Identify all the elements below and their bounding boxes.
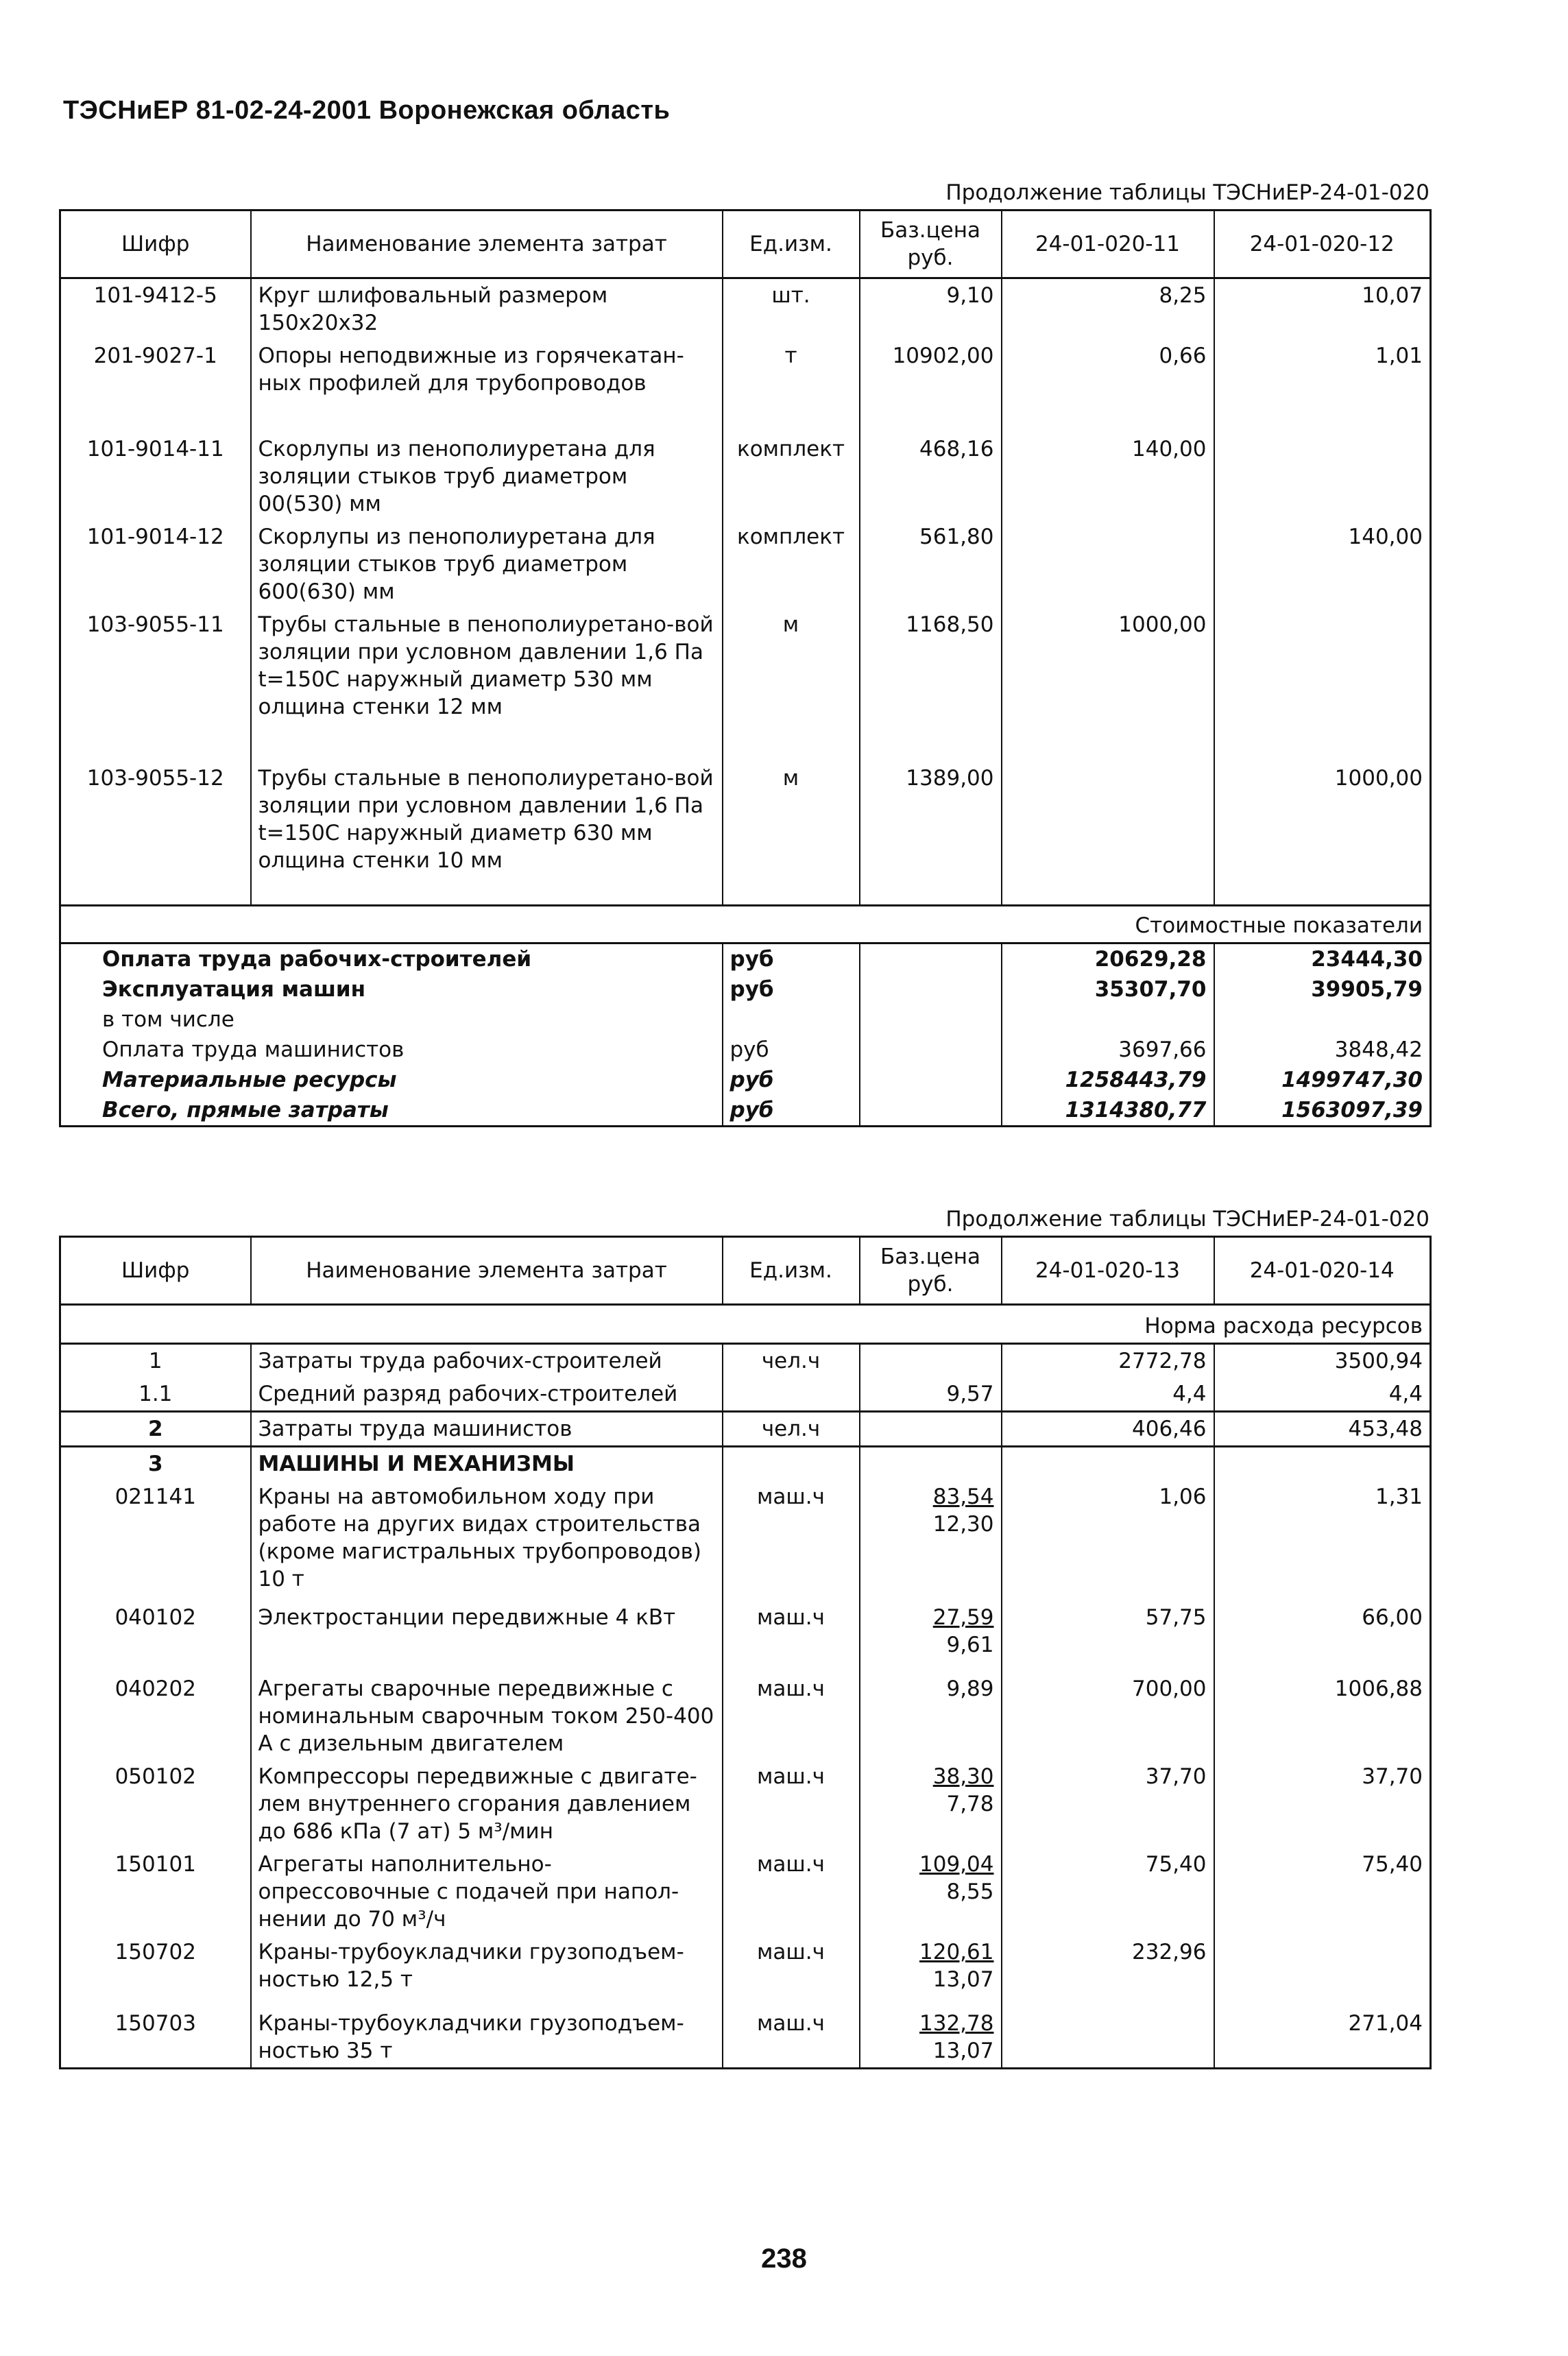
header-unit: Ед.изм. bbox=[723, 211, 860, 278]
row-value-a bbox=[1002, 520, 1214, 608]
row-value-a: 232,96 bbox=[1002, 1936, 1214, 2007]
row-price bbox=[860, 1412, 1002, 1447]
header-code: Шифр bbox=[60, 211, 251, 278]
row-unit: маш.ч bbox=[723, 1936, 860, 2007]
table-row bbox=[60, 1378, 1431, 1412]
cost-value-b: 1563097,39 bbox=[1214, 1095, 1431, 1127]
row-unit: маш.ч bbox=[723, 1848, 860, 1936]
row-unit: маш.ч bbox=[723, 2007, 860, 2069]
table2-caption: Продолжение таблицы ТЭСНиЕР-24-01-020 bbox=[945, 1207, 1430, 1231]
row-code: 201-9027-1 bbox=[93, 344, 217, 368]
row-name: Опоры неподвижные из горячекатан-ных профилей для трубопроводов bbox=[251, 339, 723, 433]
row-name: Краны-трубоукладчики грузоподъем-ностью 35 т bbox=[251, 2007, 723, 2069]
row-value-b: 4,4 bbox=[1214, 1378, 1431, 1412]
row-unit: шт. bbox=[723, 278, 860, 340]
row-price-secondary: 7,78 bbox=[946, 1792, 994, 1816]
table-row bbox=[60, 278, 1431, 340]
table-row bbox=[60, 1412, 1431, 1447]
row-code: 101-9014-12 bbox=[86, 525, 224, 549]
header-code: Шифр bbox=[60, 1237, 251, 1305]
row-code: 2 bbox=[60, 1412, 251, 1447]
cost-value-a: 1258443,79 bbox=[1002, 1065, 1214, 1095]
cost-unit: руб bbox=[723, 1035, 860, 1065]
table-row bbox=[60, 1601, 1431, 1672]
header-col-b: 24-01-020-12 bbox=[1214, 211, 1431, 278]
resource-table-2 bbox=[59, 1236, 1432, 2069]
cost-unit: руб bbox=[723, 1065, 860, 1095]
row-value-a: 700,00 bbox=[1002, 1672, 1214, 1760]
row-value-b: 3500,94 bbox=[1214, 1344, 1431, 1378]
cost-value-a: 1314380,77 bbox=[1002, 1095, 1214, 1127]
row-name: Электростанции передвижные 4 кВт bbox=[251, 1601, 723, 1672]
cost-name: в том числе bbox=[102, 1007, 234, 1032]
row-unit: маш.ч bbox=[723, 1601, 860, 1672]
row-unit: маш.ч bbox=[723, 1760, 860, 1848]
table-row bbox=[60, 1344, 1431, 1378]
cost-value-b: 1499747,30 bbox=[1214, 1065, 1431, 1095]
row-name: Затраты труда рабочих-строителей bbox=[251, 1344, 723, 1378]
row-price-secondary: 8,55 bbox=[946, 1879, 994, 1904]
row-code: 021141 bbox=[114, 1484, 196, 1509]
table-row bbox=[60, 1848, 1431, 1936]
row-unit: маш.ч bbox=[723, 1672, 860, 1760]
row-price: 468,16 bbox=[860, 433, 1002, 520]
table-row bbox=[60, 608, 1431, 762]
row-code: 050102 bbox=[114, 1764, 196, 1789]
row-code: 103-9055-12 bbox=[86, 766, 224, 791]
row-price: 83,54 bbox=[932, 1484, 994, 1509]
cost-name: Эксплуатация машин bbox=[102, 977, 366, 1002]
page-number: 238 bbox=[761, 2244, 807, 2274]
row-price: 109,04 bbox=[919, 1852, 994, 1877]
row-value-b: 1006,88 bbox=[1214, 1672, 1431, 1760]
row-code: 040202 bbox=[114, 1676, 196, 1701]
row-unit: комплект bbox=[723, 433, 860, 520]
row-name: Круг шлифовальный размером 150x20x32 bbox=[251, 278, 723, 340]
row-value-a: 1000,00 bbox=[1002, 608, 1214, 762]
table-row bbox=[60, 1760, 1431, 1848]
cost-section-label: Стоимостные показатели bbox=[60, 906, 1431, 943]
cost-name: Оплата труда рабочих-строителей bbox=[60, 943, 723, 975]
row-code: 150703 bbox=[114, 2011, 196, 2036]
row-code: 150101 bbox=[114, 1852, 196, 1877]
header-col-b: 24-01-020-14 bbox=[1214, 1237, 1431, 1305]
row-price-secondary: 13,07 bbox=[932, 2039, 994, 2063]
row-code: 101-9014-11 bbox=[86, 437, 224, 461]
table-row bbox=[60, 1672, 1431, 1760]
row-value-a: 2772,78 bbox=[1002, 1344, 1214, 1378]
row-price-secondary: 12,30 bbox=[932, 1512, 994, 1537]
row-name: Агрегаты сварочные передвижные с номинальным сварочным током 250-400 А с дизельным двигателем bbox=[251, 1672, 723, 1760]
cost-unit: руб bbox=[723, 1095, 860, 1127]
row-code: 040102 bbox=[114, 1605, 196, 1630]
row-value-b: 37,70 bbox=[1214, 1760, 1431, 1848]
row-code: 101-9412-5 bbox=[93, 283, 217, 308]
row-price: 9,10 bbox=[860, 278, 1002, 340]
row-unit: м bbox=[723, 762, 860, 906]
row-value-a bbox=[1002, 2007, 1214, 2069]
table1-header-row bbox=[60, 211, 1431, 278]
row-name: Скорлупы из пенополиуретана для золяции стыков труб диаметром 00(530) мм bbox=[251, 433, 723, 520]
cost-row bbox=[60, 1005, 1431, 1035]
cost-row bbox=[60, 943, 1431, 975]
row-price: 9,57 bbox=[860, 1378, 1002, 1412]
header-price: Баз.цена руб. bbox=[860, 1237, 1002, 1305]
row-code: 3 bbox=[60, 1447, 251, 1481]
row-price: 132,78 bbox=[919, 2011, 994, 2036]
cost-value-a: 20629,28 bbox=[1002, 943, 1214, 975]
row-value-b: 1,31 bbox=[1214, 1480, 1431, 1601]
cost-unit: руб bbox=[723, 943, 860, 975]
row-value-b bbox=[1214, 433, 1431, 520]
row-value-b: 66,00 bbox=[1214, 1601, 1431, 1672]
cost-value-b: 39905,79 bbox=[1214, 974, 1431, 1005]
row-value-b: 10,07 bbox=[1214, 278, 1431, 340]
header-name: Наименование элемента затрат bbox=[251, 1237, 723, 1305]
cost-value-a: 35307,70 bbox=[1002, 974, 1214, 1005]
row-value-a: 140,00 bbox=[1002, 433, 1214, 520]
row-name: Трубы стальные в пенополиуретано-вой золяции при условном давлении 1,6 Па t=150С наружный диаметр 530 мм олщина стенки 12 мм bbox=[251, 608, 723, 762]
row-code: 150702 bbox=[114, 1940, 196, 1964]
header-col-a: 24-01-020-11 bbox=[1002, 211, 1214, 278]
row-unit: комплект bbox=[723, 520, 860, 608]
table-row bbox=[60, 339, 1431, 433]
row-price: 561,80 bbox=[860, 520, 1002, 608]
table2-header-row bbox=[60, 1237, 1431, 1305]
row-unit bbox=[723, 1378, 860, 1412]
cost-name: Оплата труда машинистов bbox=[102, 1037, 405, 1062]
cost-value-a bbox=[1002, 1005, 1214, 1035]
row-value-b: 1,01 bbox=[1214, 339, 1431, 433]
row-code: 103-9055-11 bbox=[86, 612, 224, 637]
cost-value-b: 23444,30 bbox=[1214, 943, 1431, 975]
row-name: Скорлупы из пенополиуретана для золяции стыков труб диаметром 600(630) мм bbox=[251, 520, 723, 608]
row-value-b: 75,40 bbox=[1214, 1848, 1431, 1936]
row-unit: маш.ч bbox=[723, 1480, 860, 1601]
cost-name: Материальные ресурсы bbox=[102, 1068, 397, 1092]
row-name: Средний разряд рабочих-строителей bbox=[251, 1378, 723, 1412]
row-price: 10902,00 bbox=[860, 339, 1002, 433]
cost-name: Всего, прямые затраты bbox=[102, 1098, 389, 1122]
row-value-b: 140,00 bbox=[1214, 520, 1431, 608]
row-value-a: 406,46 bbox=[1002, 1412, 1214, 1447]
row-unit: чел.ч bbox=[723, 1412, 860, 1447]
row-value-b: 271,04 bbox=[1214, 2007, 1431, 2069]
table-row bbox=[60, 762, 1431, 906]
row-name: Агрегаты наполнительно-опрессовочные с подачей при напол-нении до 70 м³/ч bbox=[251, 1848, 723, 1936]
table-row bbox=[60, 1480, 1431, 1601]
row-value-a: 75,40 bbox=[1002, 1848, 1214, 1936]
norm-section-label: Норма расхода ресурсов bbox=[1144, 1314, 1423, 1338]
row-value-a bbox=[1002, 762, 1214, 906]
document-title: ТЭСНиЕР 81-02-24-2001 Воронежская область bbox=[63, 96, 671, 125]
row-value-b: 453,48 bbox=[1214, 1412, 1431, 1447]
table-row bbox=[60, 520, 1431, 608]
cost-value-b bbox=[1214, 1005, 1431, 1035]
row-price: 1389,00 bbox=[860, 762, 1002, 906]
row-unit: т bbox=[723, 339, 860, 433]
row-value-a: 8,25 bbox=[1002, 278, 1214, 340]
row-value-a: 37,70 bbox=[1002, 1760, 1214, 1848]
header-name: Наименование элемента затрат bbox=[251, 211, 723, 278]
header-price: Баз.цена руб. bbox=[860, 211, 1002, 278]
cost-value-b: 3848,42 bbox=[1214, 1035, 1431, 1065]
row-value-b bbox=[1214, 608, 1431, 762]
table1-caption: Продолжение таблицы ТЭСНиЕР-24-01-020 bbox=[945, 180, 1430, 205]
row-price: 1168,50 bbox=[860, 608, 1002, 762]
header-unit: Ед.изм. bbox=[723, 1237, 860, 1305]
row-value-a: 0,66 bbox=[1002, 339, 1214, 433]
resource-table-1 bbox=[59, 209, 1432, 1127]
cost-row bbox=[60, 1095, 1431, 1127]
row-value-a: 1,06 bbox=[1002, 1480, 1214, 1601]
row-price: 27,59 bbox=[932, 1605, 994, 1630]
norm-section-row bbox=[60, 1305, 1431, 1344]
row-price-secondary: 9,61 bbox=[946, 1633, 994, 1657]
row-value-b: 1000,00 bbox=[1214, 762, 1431, 906]
row-unit: чел.ч bbox=[723, 1344, 860, 1378]
row-code: 1.1 bbox=[138, 1382, 173, 1406]
header-col-a: 24-01-020-13 bbox=[1002, 1237, 1214, 1305]
cost-row bbox=[60, 1065, 1431, 1095]
cost-section-row bbox=[60, 906, 1431, 943]
cost-unit: руб bbox=[723, 974, 860, 1005]
table-row bbox=[60, 433, 1431, 520]
row-name: МАШИНЫ И МЕХАНИЗМЫ bbox=[251, 1447, 723, 1481]
row-unit: м bbox=[723, 608, 860, 762]
row-price: 9,89 bbox=[860, 1672, 1002, 1760]
cost-row bbox=[60, 1035, 1431, 1065]
cost-row bbox=[60, 974, 1431, 1005]
row-value-a: 57,75 bbox=[1002, 1601, 1214, 1672]
row-code: 1 bbox=[60, 1344, 251, 1378]
row-price: 38,30 bbox=[932, 1764, 994, 1789]
cost-value-a: 3697,66 bbox=[1002, 1035, 1214, 1065]
table-row bbox=[60, 2007, 1431, 2069]
row-price bbox=[860, 1344, 1002, 1378]
row-name: Трубы стальные в пенополиуретано-вой золяции при условном давлении 1,6 Па t=150С наружный диаметр 630 мм олщина стенки 10 мм bbox=[251, 762, 723, 906]
row-price: 120,61 bbox=[919, 1940, 994, 1964]
row-price-secondary: 13,07 bbox=[932, 1967, 994, 1992]
table-row bbox=[60, 1936, 1431, 2007]
row-value-b bbox=[1214, 1936, 1431, 2007]
row-name: Затраты труда машинистов bbox=[251, 1412, 723, 1447]
row-name: Краны на автомобильном ходу при работе на других видах строительства (кроме магистральных трубопроводов) 10 т bbox=[251, 1480, 723, 1601]
cost-unit bbox=[723, 1005, 860, 1035]
row-value-a: 4,4 bbox=[1002, 1378, 1214, 1412]
table-row bbox=[60, 1447, 1431, 1481]
row-name: Краны-трубоукладчики грузоподъем-ностью 12,5 т bbox=[251, 1936, 723, 2007]
row-name: Компрессоры передвижные с двигате-лем внутреннего сгорания давлением до 686 кПа (7 ат) 5 м³/мин bbox=[251, 1760, 723, 1848]
